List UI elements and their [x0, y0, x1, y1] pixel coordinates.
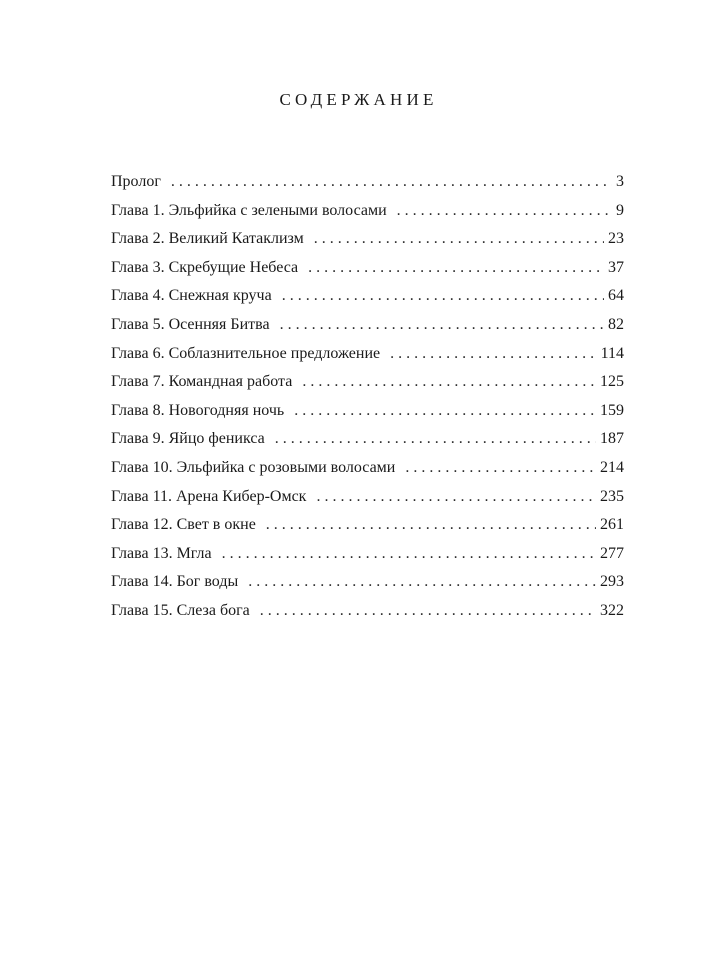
toc-page-number: 187: [600, 430, 624, 448]
toc-entry-chapter-12: [111, 511, 624, 540]
toc-entry-chapter-1: [111, 197, 624, 226]
toc-page-number: 82: [608, 315, 624, 333]
toc-page-number: 23: [608, 230, 624, 248]
toc-entry-label: Глава 6. Соблазнительное предложение: [111, 344, 381, 362]
toc-page-number: 159: [600, 401, 624, 419]
toc-page-number: 261: [600, 516, 624, 534]
toc-entry-chapter-3: [111, 254, 624, 283]
toc-entry-label: Глава 7. Командная работа: [111, 373, 293, 391]
toc-leader-dots: [397, 197, 612, 226]
toc-entry-label: Глава 10. Эльфийка с розовыми волосами: [111, 458, 396, 476]
toc-entry-label: Пролог: [111, 173, 161, 190]
toc-entry-chapter-11: [111, 483, 624, 512]
toc-entry-label: Глава 3. Скребущие Небеса: [111, 258, 299, 276]
toc-leader-dots: [282, 282, 604, 311]
toc-entry-label: Глава 8. Новогодняя ночь: [111, 401, 285, 419]
toc-page-number: 64: [608, 287, 624, 305]
toc-entry-chapter-6: [111, 340, 624, 369]
toc-page-number: 125: [600, 373, 624, 391]
toc-entry-label: Глава 9. Яйцо феникса: [111, 430, 265, 448]
page-title: СОДЕРЖАНИЕ: [279, 90, 438, 109]
toc-leader-dots: [171, 168, 612, 197]
toc-entry-chapter-8: [111, 397, 624, 426]
toc-leader-dots: [294, 397, 596, 426]
toc-entry-label: Глава 12. Свет в окне: [111, 516, 256, 534]
toc-entry-label: Глава 4. Снежная круча: [111, 287, 272, 305]
toc-leader-dots: [316, 483, 596, 512]
toc-entry-label: Глава 1. Эльфийка с зелеными волосами: [111, 201, 387, 219]
toc-entry-label: Глава 5. Осенняя Битва: [111, 315, 270, 333]
toc-entry-prologue: [111, 168, 624, 197]
toc-entry-label: Глава 14. Бог воды: [111, 573, 239, 591]
toc-entry-chapter-5: [111, 311, 624, 340]
toc-entry-chapter-7: [111, 368, 624, 397]
toc-leader-dots: [280, 311, 604, 340]
toc-leader-dots: [266, 511, 596, 540]
toc-entry-label: Глава 11. Арена Кибер-Омск: [111, 487, 307, 505]
toc-page-number: 277: [600, 544, 624, 562]
toc-entry-chapter-4: [111, 282, 624, 311]
toc-page-number: 214: [600, 458, 624, 476]
toc-entry-label: Глава 13. Мгла: [111, 544, 212, 562]
toc-page-number: 9: [616, 201, 624, 219]
toc-leader-dots: [222, 540, 596, 569]
toc-leader-dots: [405, 454, 596, 483]
toc-leader-dots: [302, 368, 596, 397]
toc-leader-dots: [275, 425, 596, 454]
toc-entry-chapter-10: [111, 454, 624, 483]
toc-page-number: 37: [608, 258, 624, 276]
toc-leader-dots: [260, 597, 596, 626]
table-of-contents: [111, 168, 624, 626]
toc-leader-dots: [314, 225, 604, 254]
toc-page-number: 322: [600, 601, 624, 619]
toc-entry-chapter-14: [111, 568, 624, 597]
toc-page-number: 3: [616, 173, 624, 190]
toc-entry-chapter-2: [111, 225, 624, 254]
toc-entry-chapter-13: [111, 540, 624, 569]
toc-leader-dots: [248, 568, 596, 597]
toc-entry-chapter-9: [111, 425, 624, 454]
toc-entry-label: Глава 15. Слеза бога: [111, 601, 250, 619]
toc-entry-chapter-15: [111, 597, 624, 626]
toc-leader-dots: [308, 254, 604, 283]
toc-page-number: 114: [600, 344, 624, 362]
toc-entry-label: Глава 2. Великий Катаклизм: [111, 230, 304, 248]
toc-page-number: 235: [600, 487, 624, 505]
toc-page-number: 293: [600, 573, 624, 591]
toc-leader-dots: [390, 340, 596, 369]
